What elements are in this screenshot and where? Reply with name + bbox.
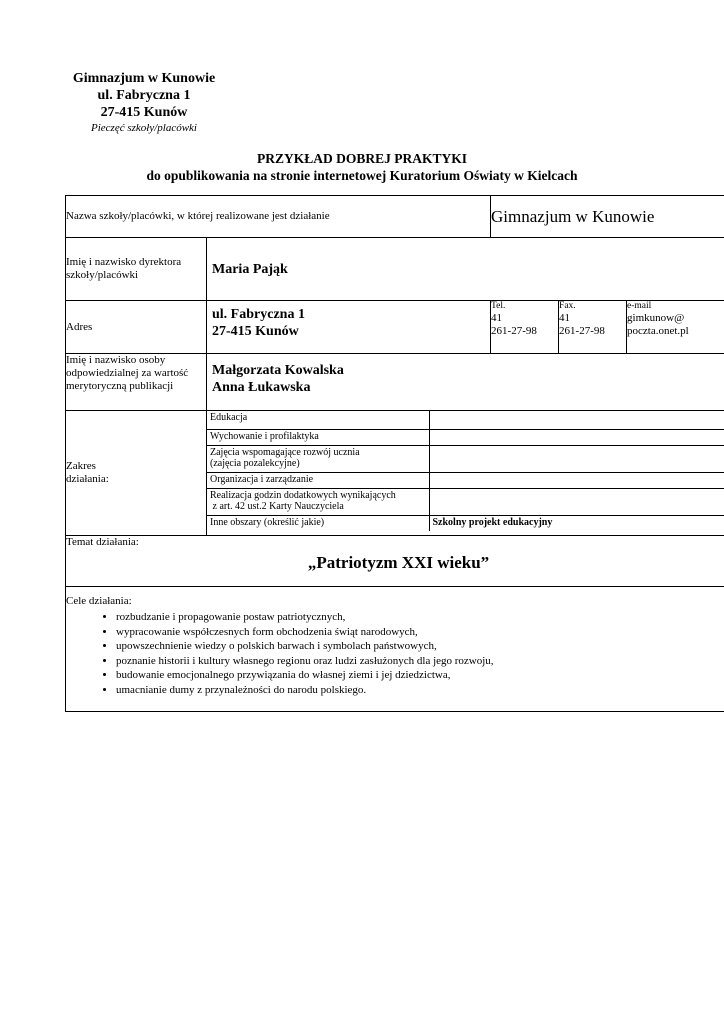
stamp-caption: Pieczęć szkoły/placówki — [91, 122, 197, 134]
stamp-city: 27-415 Kunów — [100, 105, 188, 120]
responsible-label: Imię i nazwisko osoby odpowiedzialnej za wartość merytoryczną publikacji — [66, 354, 189, 392]
row-goals — [66, 587, 724, 712]
goal-item: • umacnianie dumy z przynależności do narodu polskiego. — [116, 683, 724, 698]
goals-label: Cele działania: — [66, 595, 132, 607]
scope-area: Edukacja — [207, 411, 429, 429]
topic-value: „Patriotyzm XXI wieku” — [307, 553, 490, 572]
goal-item: • poznanie historii i kultury własnego regionu oraz ludzi zasłużonych dla jego rozwoju, — [116, 654, 724, 669]
scope-row — [207, 411, 724, 429]
scope-value: Szkolny projekt edukacyjny — [429, 515, 724, 531]
scope-area-line2: z art. 42 ust.2 Karty Nauczyciela — [210, 500, 344, 512]
scope-row — [207, 472, 724, 488]
row-responsible — [66, 354, 724, 411]
tel-line1: 41 — [491, 312, 503, 324]
scope-areas-table — [207, 411, 724, 531]
email-label: e-mail — [627, 301, 652, 311]
fax-line2: 261-27-98 — [559, 325, 605, 337]
address-city: 27-415 Kunów — [212, 324, 299, 339]
tel-label: Tel. — [491, 301, 506, 311]
email-line1: gimkunow@ — [627, 312, 685, 324]
scope-area: Wychowanie i profilaktyka — [207, 429, 429, 445]
goal-item: • upowszechnienie wiedzy o polskich barwach i symbolach państwowych, — [116, 639, 724, 654]
director-label: Imię i nazwisko dyrektora szkoły/placówki — [66, 256, 182, 281]
scope-row — [207, 488, 724, 515]
scope-row — [207, 445, 724, 472]
address-street: ul. Fabryczna 1 — [212, 307, 305, 322]
school-name-value: Gimnazjum w Kunowie — [491, 206, 655, 226]
goal-item: • rozbudzanie i propagowanie postaw patriotycznych, — [116, 610, 724, 625]
topic-label: Temat działania: — [66, 536, 139, 548]
scope-area-line1: Zajęcia wspomagające rozwój ucznia — [210, 446, 360, 458]
scope-area — [207, 488, 429, 515]
responsible-person-2: Anna Łukawska — [212, 380, 311, 395]
scope-area — [207, 445, 429, 472]
fax-label: Fax. — [559, 301, 576, 311]
tel-line2: 261-27-98 — [491, 325, 537, 337]
document-heading — [0, 150, 724, 184]
row-school-name — [66, 196, 724, 238]
row-director — [66, 238, 724, 301]
school-name-label: Nazwa szkoły/placówki, w której realizowane jest działanie — [66, 210, 330, 222]
address-label: Adres — [66, 320, 93, 333]
heading-subtitle: do opublikowania na stronie internetowej Kuratorium Oświaty w Kielcach — [146, 168, 578, 183]
row-topic — [66, 536, 724, 587]
scope-label-line1: Zakres — [66, 460, 96, 472]
goals-list — [66, 610, 724, 697]
scope-value — [429, 429, 724, 445]
heading-title: PRZYKŁAD DOBREJ PRAKTYKI — [256, 151, 467, 166]
scope-value — [429, 445, 724, 472]
school-stamp — [64, 70, 224, 135]
practice-form-table — [65, 195, 724, 712]
goal-item: • wypracowanie współczesnych form obchodzenia świąt narodowych, — [116, 625, 724, 640]
scope-area: Organizacja i zarządzanie — [207, 472, 429, 488]
scope-area-line2: (zajęcia pozalekcyjne) — [210, 457, 300, 469]
scope-value — [429, 488, 724, 515]
scope-row — [207, 429, 724, 445]
director-value: Maria Pająk — [212, 261, 288, 277]
scope-value — [429, 411, 724, 429]
row-address — [66, 301, 724, 354]
row-scope — [66, 411, 724, 536]
goal-item: • budowanie emocjonalnego przywiązania do własnej ziemi i jej dziedzictwa, — [116, 668, 724, 683]
scope-area-line1: Realizacja godzin dodatkowych wynikających — [210, 489, 396, 501]
scope-label-line2: działania: — [66, 473, 109, 485]
scope-area: Inne obszary (określić jakie) — [207, 515, 429, 531]
scope-value — [429, 472, 724, 488]
responsible-person-1: Małgorzata Kowalska — [212, 363, 344, 378]
fax-line1: 41 — [559, 312, 571, 324]
scope-row — [207, 515, 724, 531]
stamp-school-name: Gimnazjum w Kunowie — [72, 71, 216, 86]
email-line2: poczta.onet.pl — [627, 325, 689, 337]
stamp-street: ul. Fabryczna 1 — [97, 88, 191, 103]
